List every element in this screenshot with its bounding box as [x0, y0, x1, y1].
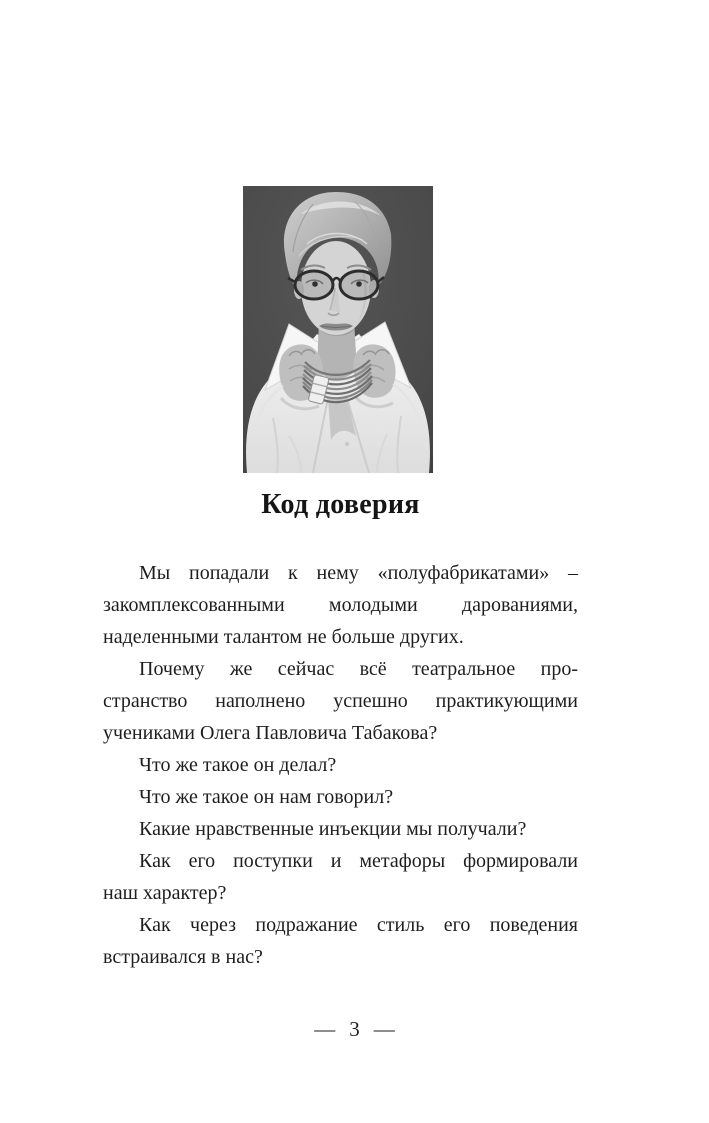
body-line: Как его поступки и метафоры формировали: [139, 850, 578, 872]
footer-dash-left: —: [314, 1017, 336, 1041]
body-line: наделенными талантом не больше других.: [103, 626, 464, 648]
portrait-photo: [243, 186, 433, 473]
footer-dash-right: —: [373, 1017, 395, 1041]
chapter-title: Код доверия: [261, 489, 420, 520]
body-line: Что же такое он нам говорил?: [139, 786, 394, 808]
page-footer: [0, 1013, 709, 1045]
body-line: наш характер?: [103, 882, 227, 904]
body-text: [103, 557, 578, 973]
body-line: странство наполнено успешно практикующими: [103, 690, 578, 712]
body-line: Мы попадали к нему «полуфабрикатами» –: [139, 562, 578, 584]
page-number: 3: [349, 1017, 360, 1041]
portrait-photo-graphic: [243, 186, 433, 473]
body-line: Что же такое он делал?: [139, 754, 337, 776]
body-line: Как через подражание стиль его поведения: [139, 914, 578, 936]
body-line: закомплексованными молодыми дарованиями,: [103, 594, 578, 616]
body-line: Почему же сейчас всё театральное про-: [139, 658, 578, 680]
body-line: учениками Олега Павловича Табакова?: [103, 722, 438, 744]
body-line: Какие нравственные инъекции мы получали?: [139, 818, 527, 840]
body-line: встраивался в нас?: [103, 946, 263, 968]
